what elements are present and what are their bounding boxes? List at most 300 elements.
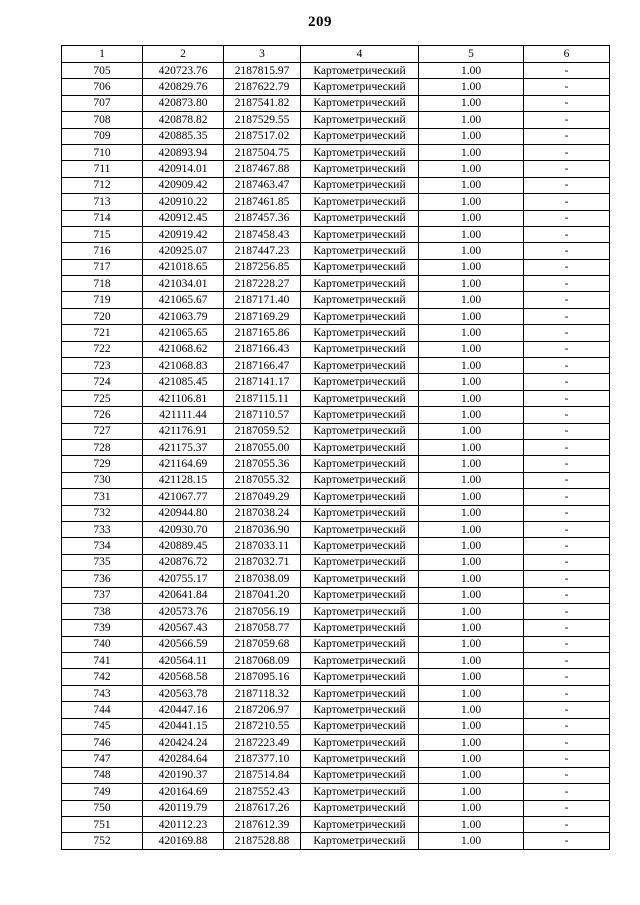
accuracy-cell: 1.00 bbox=[419, 456, 524, 472]
accuracy-cell: 1.00 bbox=[419, 112, 524, 128]
accuracy-cell: 1.00 bbox=[419, 472, 524, 488]
accuracy-cell: 1.00 bbox=[419, 833, 524, 849]
note-cell: - bbox=[524, 144, 610, 160]
note-cell: - bbox=[524, 358, 610, 374]
x-coordinate-cell: 420641.84 bbox=[143, 587, 224, 603]
note-cell: - bbox=[524, 439, 610, 455]
table-row bbox=[62, 374, 610, 390]
note-cell: - bbox=[524, 407, 610, 423]
point-number-cell: 724 bbox=[62, 374, 143, 390]
accuracy-cell: 1.00 bbox=[419, 751, 524, 767]
point-number-cell: 749 bbox=[62, 784, 143, 800]
page-number: 209 bbox=[308, 14, 332, 30]
x-coordinate-cell: 421111.44 bbox=[143, 407, 224, 423]
table-row bbox=[62, 472, 610, 488]
accuracy-cell: 1.00 bbox=[419, 128, 524, 144]
y-coordinate-cell: 2187377.10 bbox=[224, 751, 301, 767]
table-row bbox=[62, 800, 610, 816]
accuracy-cell: 1.00 bbox=[419, 292, 524, 308]
point-number-cell: 731 bbox=[62, 489, 143, 505]
x-coordinate-cell: 420944.80 bbox=[143, 505, 224, 521]
note-cell: - bbox=[524, 816, 610, 832]
point-number-cell: 739 bbox=[62, 620, 143, 636]
point-number-cell: 729 bbox=[62, 456, 143, 472]
method-cell: Картометрический bbox=[301, 816, 419, 832]
y-coordinate-cell: 2187447.23 bbox=[224, 243, 301, 259]
method-cell: Картометрический bbox=[301, 587, 419, 603]
point-number-cell: 752 bbox=[62, 833, 143, 849]
accuracy-cell: 1.00 bbox=[419, 325, 524, 341]
y-coordinate-cell: 2187036.90 bbox=[224, 521, 301, 537]
accuracy-cell: 1.00 bbox=[419, 718, 524, 734]
method-cell: Картометрический bbox=[301, 669, 419, 685]
x-coordinate-cell: 420873.80 bbox=[143, 95, 224, 111]
y-coordinate-cell: 2187141.17 bbox=[224, 374, 301, 390]
x-coordinate-cell: 420723.76 bbox=[143, 63, 224, 79]
accuracy-cell: 1.00 bbox=[419, 816, 524, 832]
point-number-cell: 743 bbox=[62, 685, 143, 701]
point-number-cell: 736 bbox=[62, 571, 143, 587]
method-cell: Картометрический bbox=[301, 833, 419, 849]
method-cell: Картометрический bbox=[301, 112, 419, 128]
accuracy-cell: 1.00 bbox=[419, 95, 524, 111]
table-row bbox=[62, 144, 610, 160]
y-coordinate-cell: 2187612.39 bbox=[224, 816, 301, 832]
note-cell: - bbox=[524, 325, 610, 341]
table-row bbox=[62, 276, 610, 292]
note-cell: - bbox=[524, 653, 610, 669]
y-coordinate-cell: 2187041.20 bbox=[224, 587, 301, 603]
note-cell: - bbox=[524, 95, 610, 111]
point-number-cell: 712 bbox=[62, 177, 143, 193]
y-coordinate-cell: 2187055.32 bbox=[224, 472, 301, 488]
table-row bbox=[62, 718, 610, 734]
point-number-cell: 720 bbox=[62, 308, 143, 324]
accuracy-cell: 1.00 bbox=[419, 63, 524, 79]
method-cell: Картометрический bbox=[301, 505, 419, 521]
y-coordinate-cell: 2187467.88 bbox=[224, 161, 301, 177]
note-cell: - bbox=[524, 702, 610, 718]
note-cell: - bbox=[524, 538, 610, 554]
x-coordinate-cell: 420878.82 bbox=[143, 112, 224, 128]
table-row bbox=[62, 653, 610, 669]
point-number-cell: 751 bbox=[62, 816, 143, 832]
x-coordinate-cell: 420119.79 bbox=[143, 800, 224, 816]
note-cell: - bbox=[524, 79, 610, 95]
accuracy-cell: 1.00 bbox=[419, 767, 524, 783]
point-number-cell: 718 bbox=[62, 276, 143, 292]
note-cell: - bbox=[524, 800, 610, 816]
method-cell: Картометрический bbox=[301, 308, 419, 324]
table-row bbox=[62, 456, 610, 472]
accuracy-cell: 1.00 bbox=[419, 358, 524, 374]
point-number-cell: 719 bbox=[62, 292, 143, 308]
y-coordinate-cell: 2187115.11 bbox=[224, 390, 301, 406]
y-coordinate-cell: 2187038.24 bbox=[224, 505, 301, 521]
accuracy-cell: 1.00 bbox=[419, 259, 524, 275]
table-row bbox=[62, 735, 610, 751]
accuracy-cell: 1.00 bbox=[419, 669, 524, 685]
table-row bbox=[62, 407, 610, 423]
method-cell: Картометрический bbox=[301, 423, 419, 439]
method-cell: Картометрический bbox=[301, 210, 419, 226]
x-coordinate-cell: 421176.91 bbox=[143, 423, 224, 439]
method-cell: Картометрический bbox=[301, 538, 419, 554]
y-coordinate-cell: 2187210.55 bbox=[224, 718, 301, 734]
table-row bbox=[62, 521, 610, 537]
table-row bbox=[62, 636, 610, 652]
x-coordinate-cell: 420441.15 bbox=[143, 718, 224, 734]
table-row bbox=[62, 587, 610, 603]
point-number-cell: 725 bbox=[62, 390, 143, 406]
method-cell: Картометрический bbox=[301, 718, 419, 734]
column-header: 3 bbox=[224, 46, 301, 63]
accuracy-cell: 1.00 bbox=[419, 374, 524, 390]
method-cell: Картометрический bbox=[301, 325, 419, 341]
method-cell: Картометрический bbox=[301, 456, 419, 472]
y-coordinate-cell: 2187166.47 bbox=[224, 358, 301, 374]
x-coordinate-cell: 421068.83 bbox=[143, 358, 224, 374]
x-coordinate-cell: 420573.76 bbox=[143, 603, 224, 619]
method-cell: Картометрический bbox=[301, 177, 419, 193]
table-row bbox=[62, 538, 610, 554]
table-row bbox=[62, 292, 610, 308]
y-coordinate-cell: 2187058.77 bbox=[224, 620, 301, 636]
x-coordinate-cell: 420447.16 bbox=[143, 702, 224, 718]
note-cell: - bbox=[524, 620, 610, 636]
y-coordinate-cell: 2187223.49 bbox=[224, 735, 301, 751]
note-cell: - bbox=[524, 669, 610, 685]
table-row bbox=[62, 112, 610, 128]
y-coordinate-cell: 2187110.57 bbox=[224, 407, 301, 423]
table-row bbox=[62, 226, 610, 242]
method-cell: Картометрический bbox=[301, 636, 419, 652]
column-header: 1 bbox=[62, 46, 143, 63]
x-coordinate-cell: 420930.70 bbox=[143, 521, 224, 537]
y-coordinate-cell: 2187169.29 bbox=[224, 308, 301, 324]
accuracy-cell: 1.00 bbox=[419, 194, 524, 210]
table-row bbox=[62, 505, 610, 521]
point-number-cell: 734 bbox=[62, 538, 143, 554]
coordinates-table bbox=[61, 45, 610, 850]
note-cell: - bbox=[524, 833, 610, 849]
method-cell: Картометрический bbox=[301, 767, 419, 783]
x-coordinate-cell: 420112.23 bbox=[143, 816, 224, 832]
method-cell: Картометрический bbox=[301, 259, 419, 275]
note-cell: - bbox=[524, 718, 610, 734]
x-coordinate-cell: 420566.59 bbox=[143, 636, 224, 652]
note-cell: - bbox=[524, 735, 610, 751]
y-coordinate-cell: 2187504.75 bbox=[224, 144, 301, 160]
note-cell: - bbox=[524, 751, 610, 767]
method-cell: Картометрический bbox=[301, 735, 419, 751]
y-coordinate-cell: 2187528.88 bbox=[224, 833, 301, 849]
accuracy-cell: 1.00 bbox=[419, 702, 524, 718]
point-number-cell: 738 bbox=[62, 603, 143, 619]
column-header: 4 bbox=[301, 46, 419, 63]
table-row bbox=[62, 816, 610, 832]
x-coordinate-cell: 421065.65 bbox=[143, 325, 224, 341]
point-number-cell: 726 bbox=[62, 407, 143, 423]
note-cell: - bbox=[524, 489, 610, 505]
accuracy-cell: 1.00 bbox=[419, 653, 524, 669]
point-number-cell: 727 bbox=[62, 423, 143, 439]
point-number-cell: 705 bbox=[62, 63, 143, 79]
y-coordinate-cell: 2187256.85 bbox=[224, 259, 301, 275]
y-coordinate-cell: 2187118.32 bbox=[224, 685, 301, 701]
x-coordinate-cell: 421065.67 bbox=[143, 292, 224, 308]
note-cell: - bbox=[524, 456, 610, 472]
accuracy-cell: 1.00 bbox=[419, 226, 524, 242]
point-number-cell: 744 bbox=[62, 702, 143, 718]
x-coordinate-cell: 421034.01 bbox=[143, 276, 224, 292]
table-row bbox=[62, 128, 610, 144]
x-coordinate-cell: 420919.42 bbox=[143, 226, 224, 242]
method-cell: Картометрический bbox=[301, 603, 419, 619]
accuracy-cell: 1.00 bbox=[419, 308, 524, 324]
accuracy-cell: 1.00 bbox=[419, 587, 524, 603]
method-cell: Картометрический bbox=[301, 439, 419, 455]
note-cell: - bbox=[524, 423, 610, 439]
y-coordinate-cell: 2187038.09 bbox=[224, 571, 301, 587]
method-cell: Картометрический bbox=[301, 144, 419, 160]
method-cell: Картометрический bbox=[301, 276, 419, 292]
x-coordinate-cell: 420912.45 bbox=[143, 210, 224, 226]
note-cell: - bbox=[524, 636, 610, 652]
y-coordinate-cell: 2187517.02 bbox=[224, 128, 301, 144]
note-cell: - bbox=[524, 292, 610, 308]
point-number-cell: 737 bbox=[62, 587, 143, 603]
method-cell: Картометрический bbox=[301, 390, 419, 406]
point-number-cell: 713 bbox=[62, 194, 143, 210]
y-coordinate-cell: 2187815.97 bbox=[224, 63, 301, 79]
accuracy-cell: 1.00 bbox=[419, 341, 524, 357]
y-coordinate-cell: 2187165.86 bbox=[224, 325, 301, 341]
table-row bbox=[62, 620, 610, 636]
table-row bbox=[62, 390, 610, 406]
column-header: 6 bbox=[524, 46, 610, 63]
method-cell: Картометрический bbox=[301, 489, 419, 505]
note-cell: - bbox=[524, 472, 610, 488]
note-cell: - bbox=[524, 521, 610, 537]
point-number-cell: 723 bbox=[62, 358, 143, 374]
table-row bbox=[62, 669, 610, 685]
note-cell: - bbox=[524, 341, 610, 357]
table-row bbox=[62, 685, 610, 701]
accuracy-cell: 1.00 bbox=[419, 620, 524, 636]
note-cell: - bbox=[524, 177, 610, 193]
table-row bbox=[62, 194, 610, 210]
x-coordinate-cell: 420563.78 bbox=[143, 685, 224, 701]
table-row bbox=[62, 259, 610, 275]
table-row bbox=[62, 767, 610, 783]
note-cell: - bbox=[524, 390, 610, 406]
table-row bbox=[62, 308, 610, 324]
note-cell: - bbox=[524, 308, 610, 324]
y-coordinate-cell: 2187617.26 bbox=[224, 800, 301, 816]
table-row bbox=[62, 423, 610, 439]
method-cell: Картометрический bbox=[301, 800, 419, 816]
method-cell: Картометрический bbox=[301, 521, 419, 537]
method-cell: Картометрический bbox=[301, 243, 419, 259]
point-number-cell: 742 bbox=[62, 669, 143, 685]
point-number-cell: 735 bbox=[62, 554, 143, 570]
note-cell: - bbox=[524, 554, 610, 570]
table-row bbox=[62, 177, 610, 193]
y-coordinate-cell: 2187059.68 bbox=[224, 636, 301, 652]
x-coordinate-cell: 420164.69 bbox=[143, 784, 224, 800]
x-coordinate-cell: 421067.77 bbox=[143, 489, 224, 505]
accuracy-cell: 1.00 bbox=[419, 800, 524, 816]
accuracy-cell: 1.00 bbox=[419, 161, 524, 177]
y-coordinate-cell: 2187514.84 bbox=[224, 767, 301, 783]
method-cell: Картометрический bbox=[301, 128, 419, 144]
x-coordinate-cell: 421063.79 bbox=[143, 308, 224, 324]
note-cell: - bbox=[524, 128, 610, 144]
y-coordinate-cell: 2187457.36 bbox=[224, 210, 301, 226]
table-row bbox=[62, 358, 610, 374]
point-number-cell: 750 bbox=[62, 800, 143, 816]
method-cell: Картометрический bbox=[301, 653, 419, 669]
table-row bbox=[62, 243, 610, 259]
x-coordinate-cell: 420910.22 bbox=[143, 194, 224, 210]
y-coordinate-cell: 2187095.16 bbox=[224, 669, 301, 685]
point-number-cell: 721 bbox=[62, 325, 143, 341]
method-cell: Картометрический bbox=[301, 95, 419, 111]
note-cell: - bbox=[524, 226, 610, 242]
table-row bbox=[62, 702, 610, 718]
y-coordinate-cell: 2187059.52 bbox=[224, 423, 301, 439]
accuracy-cell: 1.00 bbox=[419, 210, 524, 226]
x-coordinate-cell: 420925.07 bbox=[143, 243, 224, 259]
accuracy-cell: 1.00 bbox=[419, 735, 524, 751]
point-number-cell: 733 bbox=[62, 521, 143, 537]
x-coordinate-cell: 420829.76 bbox=[143, 79, 224, 95]
x-coordinate-cell: 421164.69 bbox=[143, 456, 224, 472]
accuracy-cell: 1.00 bbox=[419, 276, 524, 292]
x-coordinate-cell: 420909.42 bbox=[143, 177, 224, 193]
method-cell: Картометрический bbox=[301, 571, 419, 587]
table-row bbox=[62, 341, 610, 357]
point-number-cell: 748 bbox=[62, 767, 143, 783]
x-coordinate-cell: 420169.88 bbox=[143, 833, 224, 849]
note-cell: - bbox=[524, 259, 610, 275]
accuracy-cell: 1.00 bbox=[419, 439, 524, 455]
point-number-cell: 730 bbox=[62, 472, 143, 488]
note-cell: - bbox=[524, 784, 610, 800]
table-row bbox=[62, 161, 610, 177]
method-cell: Картометрический bbox=[301, 358, 419, 374]
note-cell: - bbox=[524, 194, 610, 210]
accuracy-cell: 1.00 bbox=[419, 144, 524, 160]
method-cell: Картометрический bbox=[301, 374, 419, 390]
y-coordinate-cell: 2187541.82 bbox=[224, 95, 301, 111]
accuracy-cell: 1.00 bbox=[419, 603, 524, 619]
accuracy-cell: 1.00 bbox=[419, 423, 524, 439]
table-row bbox=[62, 63, 610, 79]
y-coordinate-cell: 2187461.85 bbox=[224, 194, 301, 210]
note-cell: - bbox=[524, 571, 610, 587]
y-coordinate-cell: 2187055.00 bbox=[224, 439, 301, 455]
y-coordinate-cell: 2187552.43 bbox=[224, 784, 301, 800]
y-coordinate-cell: 2187171.40 bbox=[224, 292, 301, 308]
method-cell: Картометрический bbox=[301, 341, 419, 357]
table-row bbox=[62, 833, 610, 849]
method-cell: Картометрический bbox=[301, 63, 419, 79]
accuracy-cell: 1.00 bbox=[419, 571, 524, 587]
accuracy-cell: 1.00 bbox=[419, 685, 524, 701]
x-coordinate-cell: 421085.45 bbox=[143, 374, 224, 390]
table-row bbox=[62, 751, 610, 767]
y-coordinate-cell: 2187056.19 bbox=[224, 603, 301, 619]
y-coordinate-cell: 2187055.36 bbox=[224, 456, 301, 472]
accuracy-cell: 1.00 bbox=[419, 521, 524, 537]
y-coordinate-cell: 2187033.11 bbox=[224, 538, 301, 554]
y-coordinate-cell: 2187032.71 bbox=[224, 554, 301, 570]
method-cell: Картометрический bbox=[301, 79, 419, 95]
method-cell: Картометрический bbox=[301, 407, 419, 423]
x-coordinate-cell: 421018.65 bbox=[143, 259, 224, 275]
method-cell: Картометрический bbox=[301, 161, 419, 177]
point-number-cell: 715 bbox=[62, 226, 143, 242]
accuracy-cell: 1.00 bbox=[419, 79, 524, 95]
method-cell: Картометрический bbox=[301, 751, 419, 767]
y-coordinate-cell: 2187068.09 bbox=[224, 653, 301, 669]
y-coordinate-cell: 2187529.55 bbox=[224, 112, 301, 128]
x-coordinate-cell: 421175.37 bbox=[143, 439, 224, 455]
accuracy-cell: 1.00 bbox=[419, 243, 524, 259]
table-header-row bbox=[62, 46, 610, 63]
method-cell: Картометрический bbox=[301, 620, 419, 636]
x-coordinate-cell: 421106.81 bbox=[143, 390, 224, 406]
note-cell: - bbox=[524, 243, 610, 259]
note-cell: - bbox=[524, 587, 610, 603]
x-coordinate-cell: 420885.35 bbox=[143, 128, 224, 144]
note-cell: - bbox=[524, 210, 610, 226]
x-coordinate-cell: 420568.58 bbox=[143, 669, 224, 685]
column-header: 5 bbox=[419, 46, 524, 63]
table-row bbox=[62, 325, 610, 341]
note-cell: - bbox=[524, 161, 610, 177]
y-coordinate-cell: 2187622.79 bbox=[224, 79, 301, 95]
note-cell: - bbox=[524, 63, 610, 79]
point-number-cell: 714 bbox=[62, 210, 143, 226]
y-coordinate-cell: 2187228.27 bbox=[224, 276, 301, 292]
x-coordinate-cell: 420564.11 bbox=[143, 653, 224, 669]
method-cell: Картометрический bbox=[301, 702, 419, 718]
point-number-cell: 722 bbox=[62, 341, 143, 357]
accuracy-cell: 1.00 bbox=[419, 489, 524, 505]
method-cell: Картометрический bbox=[301, 292, 419, 308]
table-row bbox=[62, 95, 610, 111]
point-number-cell: 745 bbox=[62, 718, 143, 734]
point-number-cell: 707 bbox=[62, 95, 143, 111]
point-number-cell: 708 bbox=[62, 112, 143, 128]
x-coordinate-cell: 420914.01 bbox=[143, 161, 224, 177]
point-number-cell: 706 bbox=[62, 79, 143, 95]
note-cell: - bbox=[524, 767, 610, 783]
accuracy-cell: 1.00 bbox=[419, 784, 524, 800]
point-number-cell: 711 bbox=[62, 161, 143, 177]
table-row bbox=[62, 210, 610, 226]
point-number-cell: 732 bbox=[62, 505, 143, 521]
x-coordinate-cell: 420889.45 bbox=[143, 538, 224, 554]
point-number-cell: 717 bbox=[62, 259, 143, 275]
y-coordinate-cell: 2187049.29 bbox=[224, 489, 301, 505]
method-cell: Картометрический bbox=[301, 226, 419, 242]
point-number-cell: 741 bbox=[62, 653, 143, 669]
table-row bbox=[62, 489, 610, 505]
